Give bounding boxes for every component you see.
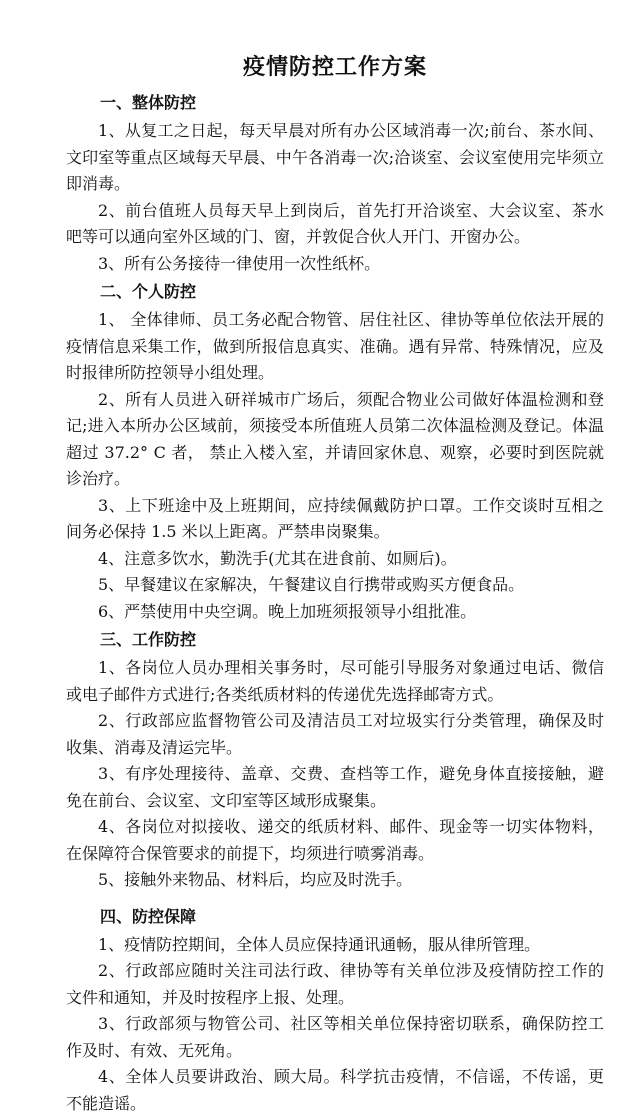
section-3 (66, 629, 604, 894)
section-heading: 四、防控保障 (100, 906, 197, 926)
paragraph: 4、全体人员要讲政治、顾大局。科学抗击疫情，不信谣，不传谣，更不能造谣。 (66, 1067, 604, 1113)
paragraph: 6、严禁使用中央空调。晚上加班须报领导小组批准。 (98, 601, 477, 621)
paragraph: 2、行政部应监督物管公司及清洁员工对垃圾实行分类管理，确保及时收集、消毒及清运完毕。 (66, 711, 604, 757)
paragraph: 2、前台值班人员每天早上到岗后，首先打开洽谈室、大会议室、茶水吧等可以通向室外区域的门、窗，并敦促合伙人开门、开窗办公。 (66, 200, 604, 246)
section-1 (66, 92, 604, 277)
paragraph: 2、行政部应随时关注司法行政、律协等有关单位涉及疫情防控工作的文件和通知，并及时按程序上报、处理。 (66, 961, 604, 1007)
paragraph: 4、各岗位对拟接收、递交的纸质材料、邮件、现金等一切实体物料，在保障符合保管要求的前提下，均须进行喷雾消毒。 (66, 817, 604, 863)
paragraph: 1、从复工之日起，每天早晨对所有办公区域消毒一次;前台、茶水间、文印室等重点区域每天早晨、中午各消毒一次;洽谈室、会议室使用完毕须立即消毒。 (66, 121, 604, 193)
paragraph: 5、早餐建议在家解决，午餐建议自行携带或购买方便食品。 (98, 575, 525, 594)
paragraph: 1、各岗位人员办理相关事务时，尽可能引导服务对象通过电话、微信或电子邮件方式进行;各类纸质材料的传递优先选择邮寄方式。 (66, 658, 604, 704)
paragraph: 4、注意多饮水，勤洗手(尤其在进食前、如厕后)。 (98, 548, 457, 568)
paragraph: 2、所有人员进入研祥城市广场后，须配合物业公司做好体温检测和登记;进入本所办公区域前，须接受本所值班人员第二次体温检测及登记。体温超过 37.2° C 者， 禁止入楼入室，并请回家休息、观察，必要时到医院就诊治疗。 (66, 389, 604, 488)
section-2 (66, 281, 604, 625)
paragraph: 1、疫情防控期间，全体人员应保持通讯通畅，服从律所管理。 (98, 934, 541, 954)
paragraph: 5、接触外来物品、材料后，均应及时洗手。 (98, 870, 413, 889)
section-4 (66, 894, 604, 1118)
document-body (66, 92, 604, 1117)
section-spacer (66, 894, 604, 902)
section-heading: 二、个人防控 (100, 282, 197, 301)
paragraph: 3、所有公务接待一律使用一次性纸杯。 (98, 253, 381, 273)
paragraph: 3、有序处理接待、盖章、交费、查档等工作，避免身体直接接触，避免在前台、会议室、文印室等区域形成聚集。 (66, 764, 604, 810)
section-heading: 三、工作防控 (100, 630, 197, 649)
paragraph: 3、上下班途中及上班期间，应持续佩戴防护口罩。工作交谈时互相之间务必保持 1.5 米以上距离。严禁串岗聚集。 (66, 495, 604, 541)
paragraph: 1、 全体律师、员工务必配合物管、居住社区、律协等单位依法开展的疫情信息采集工作，做到所报信息真实、准确。遇有异常、特殊情况，应及时报律所防控领导小组处理。 (66, 310, 604, 382)
paragraph: 3、行政部须与物管公司、社区等相关单位保持密切联系，确保防控工作及时、有效、无死角。 (66, 1014, 604, 1060)
document-title: 疫情防控工作方案 (242, 54, 427, 80)
section-heading: 一、整体防控 (100, 93, 197, 112)
